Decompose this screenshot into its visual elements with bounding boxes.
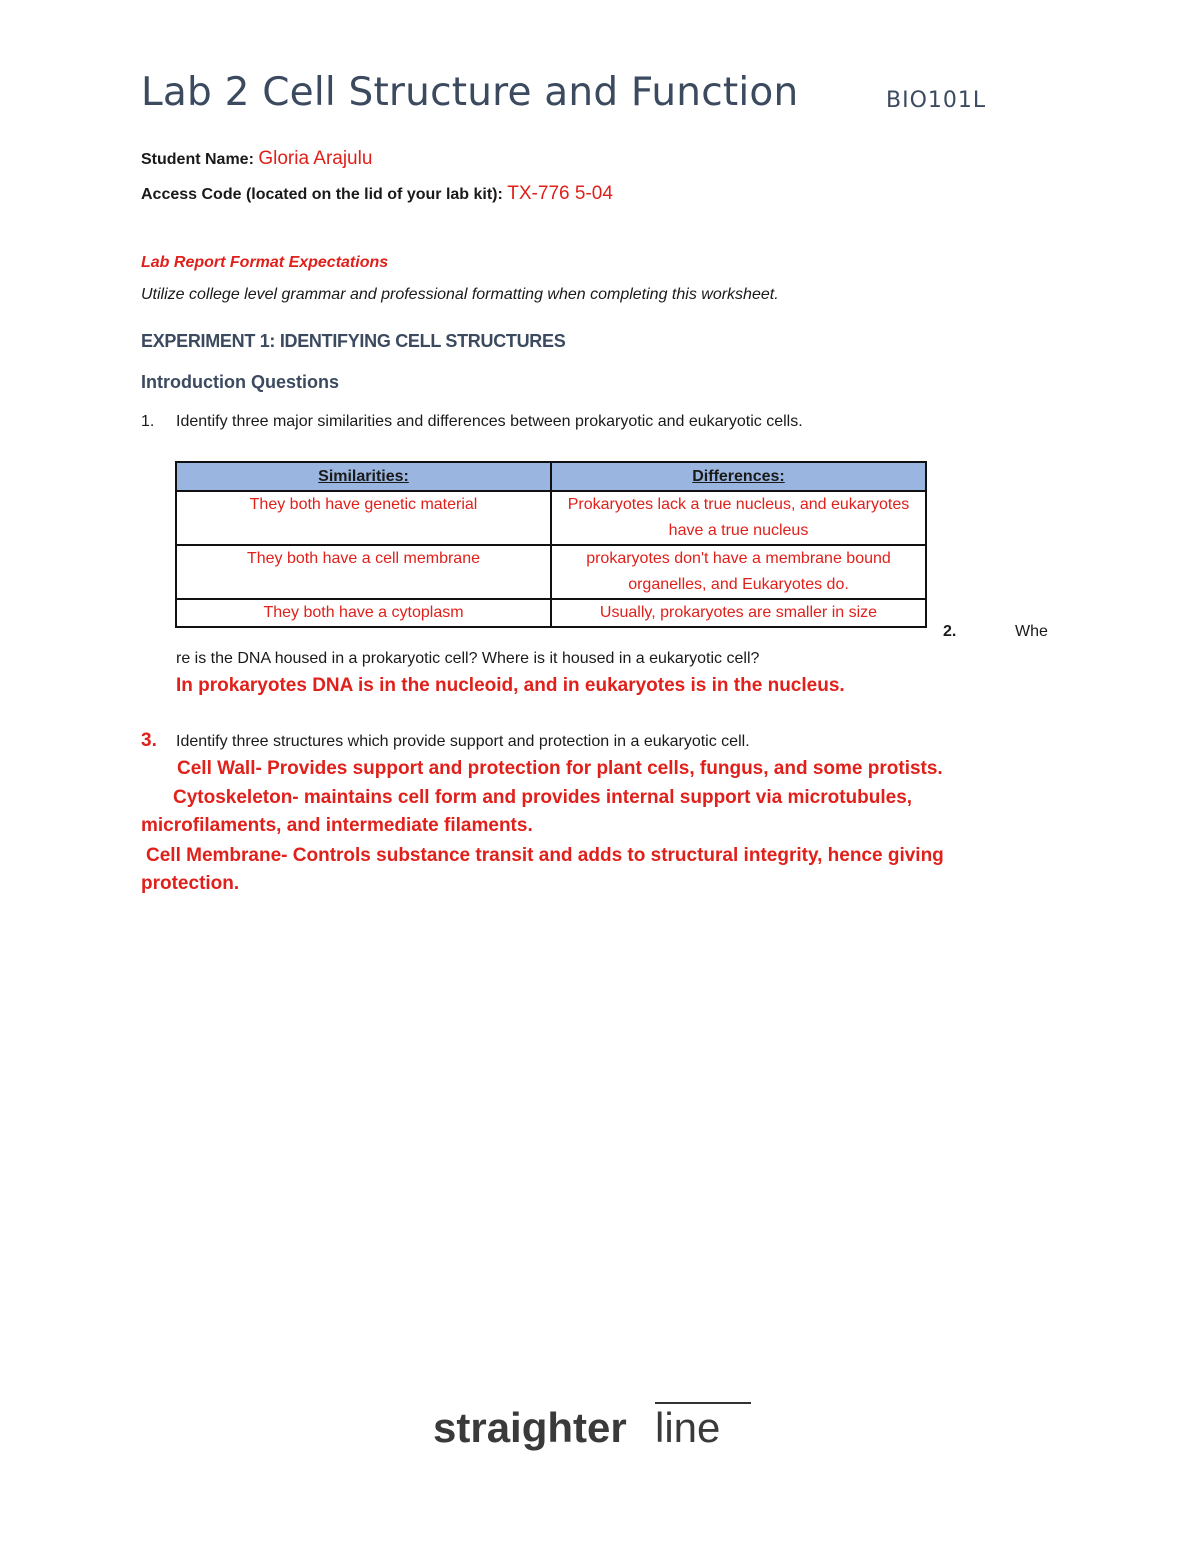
question-2-answer: In prokaryotes DNA is in the nucleoid, and in eukaryotes is in the nucleus. [176,675,845,696]
answer-line: Cell Membrane- Controls substance transit and adds to structural integrity, hence giving [146,845,944,866]
similarities-header: Similarities: [176,462,551,491]
access-code-line [141,183,613,205]
question-2-text-part1: Whe [1015,623,1048,640]
question-1-number: 1. [141,413,155,430]
answer-line: protection. [141,873,240,894]
access-code-label: Access Code (located on the lid of your lab kit): [141,186,503,203]
intro-heading: Introduction Questions [141,372,339,392]
straighterline-logo [433,1392,763,1462]
table-row [176,545,926,599]
table-cell: They both have genetic material [176,491,551,545]
logo-bold-text: straighter [433,1404,627,1451]
answer-line: Cell Wall- Provides support and protection for plant cells, fungus, and some protists. [177,758,943,779]
table-cell: They both have a cell membrane [176,545,551,599]
table-cell: Usually, prokaryotes are smaller in size [551,599,926,627]
question-3-text: Identify three structures which provide support and protection in a eukaryotic cell. [176,733,750,750]
answer-line: Cytoskeleton- maintains cell form and provides internal support via microtubules, [173,787,913,808]
page-title: Lab 2 Cell Structure and Function [141,70,799,115]
course-code: BIO101L [886,88,987,113]
table-cell: prokaryotes don't have a membrane bound organelles, and Eukaryotes do. [551,545,926,599]
similarities-differences-table [175,461,927,628]
table-row [176,599,926,627]
student-name-value: Gloria Arajulu [258,148,373,169]
student-name-line [141,148,372,170]
student-name-label: Student Name: [141,151,254,168]
access-code-value: TX-776 5-04 [507,183,613,204]
differences-header: Differences: [551,462,926,491]
format-text: Utilize college level grammar and professional formatting when completing this worksheet. [141,286,779,303]
experiment-heading: EXPERIMENT 1: IDENTIFYING CELL STRUCTURES [141,331,566,351]
question-3-number: 3. [141,730,157,751]
question-2-number: 2. [943,623,957,640]
question-2-text-part2: re is the DNA housed in a prokaryotic cell? Where is it housed in a eukaryotic cell? [176,650,760,667]
table-header-row [176,462,926,491]
question-1-text: Identify three major similarities and differences between prokaryotic and eukaryotic cells. [176,413,803,430]
logo-light-text: line [655,1404,721,1451]
table-cell: Prokaryotes lack a true nucleus, and eukaryotes have a true nucleus [551,491,926,545]
format-heading: Lab Report Format Expectations [141,254,389,271]
answer-line: microfilaments, and intermediate filaments. [141,815,533,836]
table-row [176,491,926,545]
table-cell: They both have a cytoplasm [176,599,551,627]
